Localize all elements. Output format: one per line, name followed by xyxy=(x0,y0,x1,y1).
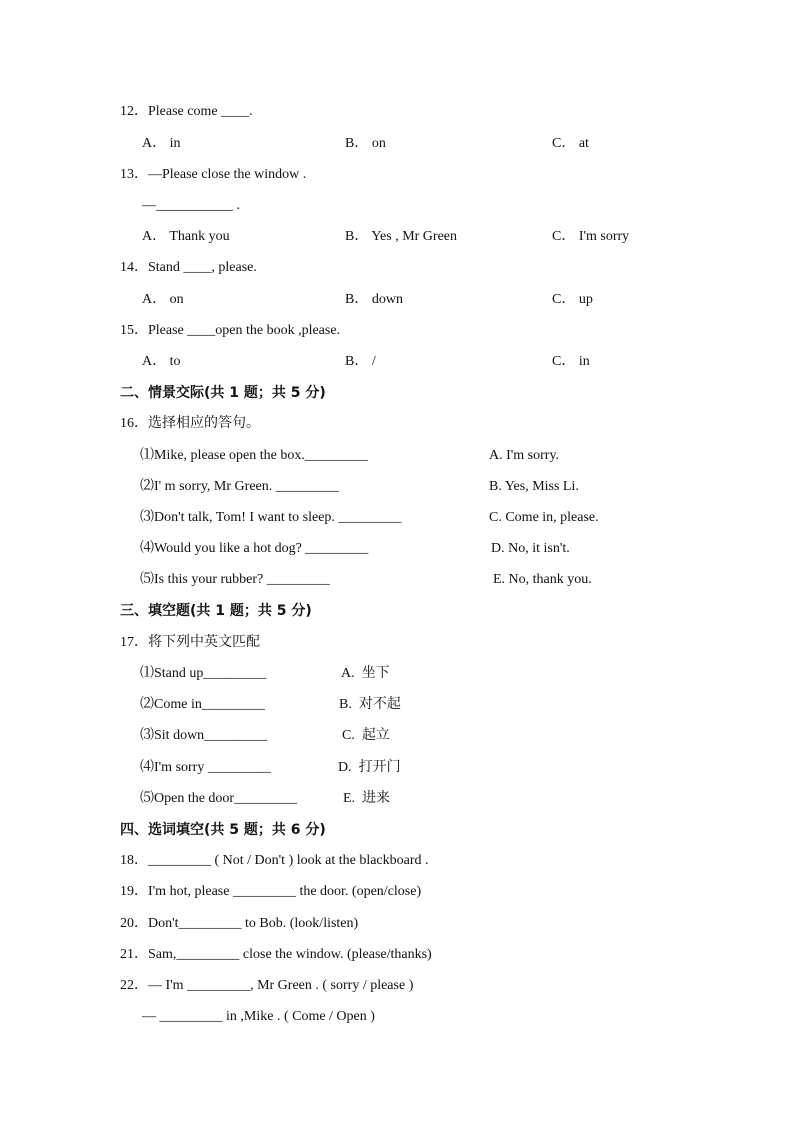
q17-item-5: ⑸Open the door_________ xyxy=(140,791,298,806)
q16-answer-a: A. I'm sorry. xyxy=(489,448,560,463)
question-19: 19．I'm hot, please _________ the door. (open/close) xyxy=(120,884,422,899)
q13-option-a: A． Thank you xyxy=(142,229,230,244)
q13-option-b: B． Yes , Mr Green xyxy=(345,229,457,244)
q17-item-1: ⑴Stand up_________ xyxy=(140,666,267,681)
q17-item-2: ⑵Come in_________ xyxy=(140,697,265,712)
q15-option-c: C． in xyxy=(552,354,590,369)
q14-option-c: C． up xyxy=(552,292,593,307)
question-22-line-2: — _________ in ,Mike . ( Come / Open ) xyxy=(142,1009,375,1024)
q17-answer-c: C. 起立 xyxy=(342,728,390,743)
q15-option-b: B． / xyxy=(345,354,376,369)
question-22-line-1: 22．— I'm _________, Mr Green . ( sorry / please ) xyxy=(120,978,414,993)
q16-item-2: ⑵I' m sorry, Mr Green. _________ xyxy=(140,479,339,494)
q16-item-3: ⑶Don't talk, Tom! I want to sleep. _________ xyxy=(140,510,402,525)
q17-answer-a: A. 坐下 xyxy=(341,666,390,681)
question-20: 20．Don't_________ to Bob. (look/listen) xyxy=(120,916,359,931)
q12-option-a: A． in xyxy=(142,136,181,151)
q17-item-3: ⑶Sit down_________ xyxy=(140,728,268,743)
q13-option-c: C． I'm sorry xyxy=(552,229,630,244)
q17-answer-d: D. 打开门 xyxy=(338,760,401,775)
q16-item-4: ⑷Would you like a hot dog? _________ xyxy=(140,541,369,556)
section-2-heading: 二、情景交际(共 1 题；共 5 分) xyxy=(120,385,326,401)
q16-answer-e: E. No, thank you. xyxy=(493,572,592,587)
q16-item-5: ⑸Is this your rubber? _________ xyxy=(140,572,330,587)
q15-option-a: A． to xyxy=(142,354,181,369)
question-13-answer-line: —___________ . xyxy=(142,198,240,213)
q16-item-1: ⑴Mike, please open the box._________ xyxy=(140,448,368,463)
question-16-stem: 16．选择相应的答句。 xyxy=(120,416,260,431)
q12-option-c: C． at xyxy=(552,136,589,151)
question-17-stem: 17．将下列中英文匹配 xyxy=(120,635,260,650)
q16-answer-b: B. Yes, Miss Li. xyxy=(489,479,579,494)
question-18: 18．_________ ( Not / Don't ) look at the blackboard . xyxy=(120,853,429,868)
q14-option-a: A． on xyxy=(142,292,184,307)
q14-option-b: B． down xyxy=(345,292,403,307)
question-13-stem: 13．—Please close the window . xyxy=(120,167,307,182)
q16-answer-c: C. Come in, please. xyxy=(489,510,599,525)
q17-answer-b: B. 对不起 xyxy=(339,697,401,712)
q17-answer-e: E. 进来 xyxy=(343,791,391,806)
section-3-heading: 三、填空题(共 1 题；共 5 分) xyxy=(120,603,312,619)
question-15-stem: 15．Please ____open the book ,please. xyxy=(120,323,341,338)
question-21: 21．Sam,_________ close the window. (please/thanks) xyxy=(120,947,432,962)
question-12-stem: 12．Please come ____. xyxy=(120,104,253,119)
q17-item-4: ⑷I'm sorry _________ xyxy=(140,760,271,775)
section-4-heading: 四、选词填空(共 5 题；共 6 分) xyxy=(120,822,326,838)
q16-answer-d: D. No, it isn't. xyxy=(491,541,570,556)
q12-option-b: B． on xyxy=(345,136,386,151)
question-14-stem: 14．Stand ____, please. xyxy=(120,260,257,275)
